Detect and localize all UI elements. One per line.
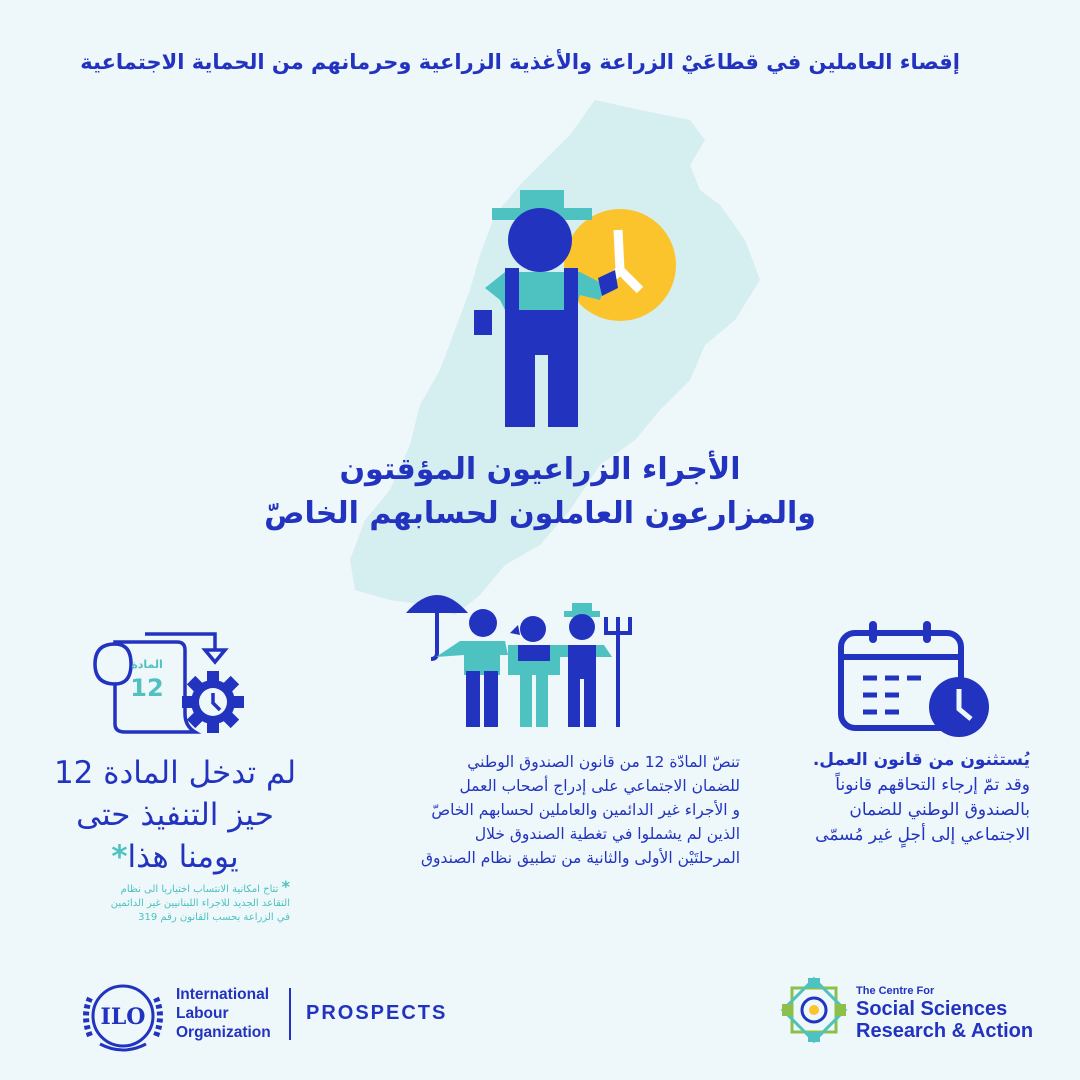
- cssr-line2: Social Sciences: [856, 998, 1008, 1020]
- footnote-line1: تتاح امكانية الانتساب اختياريا الى نظام: [120, 884, 279, 895]
- footnote-star: *: [281, 877, 290, 896]
- ilo-line2: Labour: [176, 1005, 229, 1022]
- main-title-line1: الأجراء الزراعيون المؤقتون: [339, 452, 741, 487]
- ilo-logo-text: ILO: [100, 1004, 146, 1030]
- footnote-line2: التقاعد الجديد للاجراء اللبنانيين غير الدائمين: [110, 898, 290, 909]
- left-column-text: [40, 752, 310, 878]
- header-title: إقصاء العاملين في قطاعَيْ الزراعة والأغذية الزراعية وحرمانهم من الحماية الاجتماعية: [80, 50, 960, 74]
- middle-column-line3: و الأجراء غير الدائمين والعاملين لحسابهم الخاصّ: [431, 801, 740, 819]
- right-column-line2: بالصندوق الوطني للضمان: [849, 800, 1030, 820]
- left-column-line2: حيز التنفيذ حتى: [76, 797, 274, 833]
- left-column-star: *: [111, 839, 128, 875]
- right-column-lead: يُستثنون من قانون العمل.: [812, 750, 1030, 770]
- ilo-logo: [80, 978, 166, 1058]
- farmer-clock-icon: [470, 180, 690, 430]
- middle-column-line1: تنصّ المادّة 12 من قانون الصندوق الوطني: [467, 753, 740, 771]
- cssr-name: [856, 985, 1033, 1042]
- footer-divider: [289, 988, 291, 1040]
- middle-column-text: [340, 750, 740, 870]
- left-column-line3: يومنا هذا: [127, 839, 239, 875]
- footnote: [60, 877, 290, 925]
- main-title-line2: والمزارعون العاملون لحسابهم الخاصّ: [264, 496, 816, 531]
- calendar-clock-icon: [835, 615, 995, 740]
- footnote-line3: في الزراعة بحسب القانون رقم 319: [138, 912, 290, 923]
- left-column-line1: لم تدخل المادة 12: [53, 755, 297, 791]
- ilo-name: [176, 985, 271, 1042]
- middle-column-line5: المرحلتَيْن الأولى والثانية من تطبيق نظام الصندوق: [420, 849, 740, 867]
- article-gear-icon: [85, 628, 255, 738]
- right-column-line1: وقد تمّ إرجاء التحاقهم قانوناً: [835, 775, 1030, 795]
- cssr-logo: [778, 974, 850, 1046]
- prospects-logo: PROSPECTS: [306, 1002, 448, 1024]
- family-umbrella-icon: [400, 585, 640, 730]
- right-column-line3: الاجتماعي إلى أجلٍ غير مُسمّى: [815, 825, 1030, 845]
- cssr-line3: Research & Action: [856, 1020, 1034, 1042]
- article-icon-number: 12: [130, 674, 164, 702]
- main-title: [200, 448, 880, 536]
- ilo-line3: Organization: [176, 1024, 271, 1041]
- right-column-text: [760, 748, 1030, 848]
- left-column-line3-wrap: [40, 836, 310, 878]
- middle-column-line2: للضمان الاجتماعي على إدراج أصحاب العمل: [459, 777, 740, 795]
- ilo-line1: International: [176, 986, 270, 1003]
- middle-column-line4: الذين لم يشملوا في تغطية الصندوق خلال: [474, 825, 740, 843]
- article-icon-label: المادة: [131, 658, 163, 671]
- cssr-line1: The Centre For: [856, 985, 935, 997]
